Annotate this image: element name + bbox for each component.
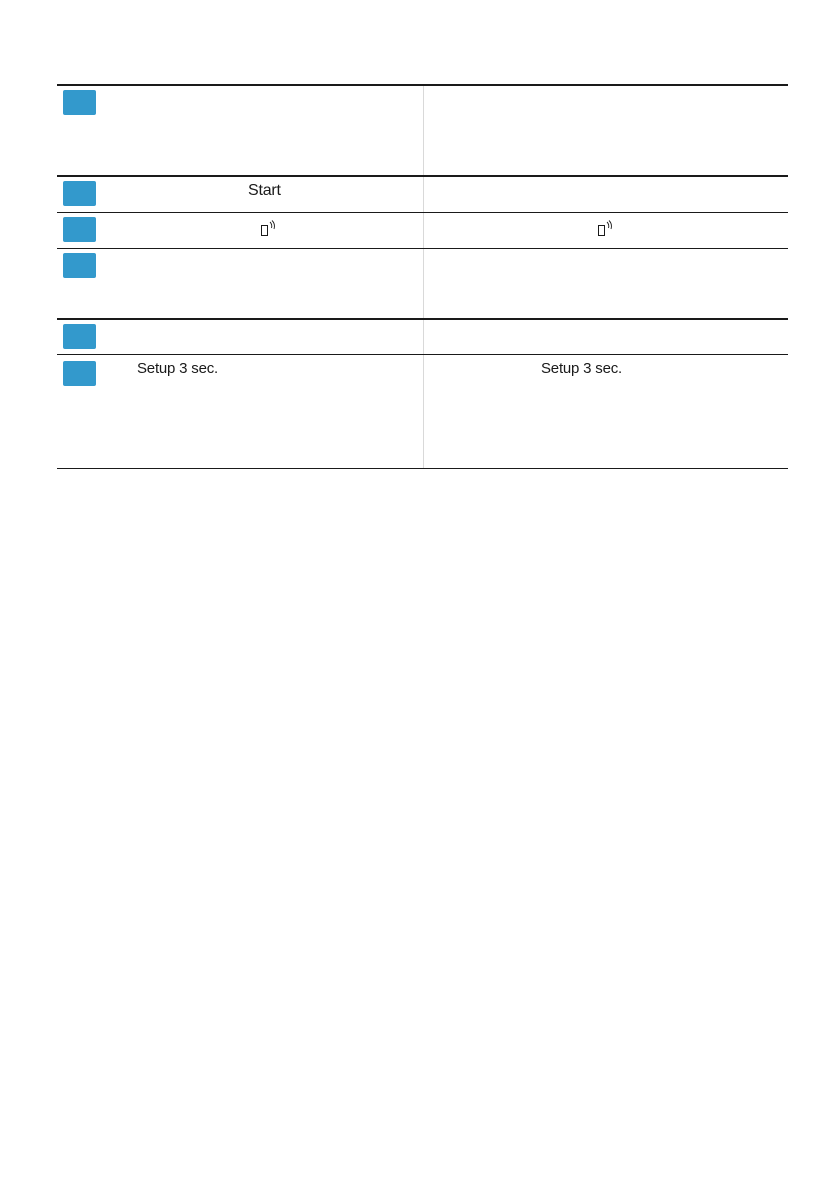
table-row (57, 177, 788, 213)
step-badge (63, 181, 96, 206)
step-badge (63, 90, 96, 115)
step-badge (63, 324, 96, 349)
column-divider (423, 177, 424, 212)
column-divider (423, 355, 424, 468)
column-divider (423, 213, 424, 248)
remote-start-icon (260, 220, 276, 238)
setup-hold-label: Setup 3 sec. (137, 360, 218, 377)
table-row (57, 213, 788, 249)
table-row (57, 355, 788, 469)
steps-table (57, 84, 788, 469)
step-badge (63, 217, 96, 242)
step-badge (63, 361, 96, 386)
step-badge (63, 253, 96, 278)
column-divider (423, 86, 424, 175)
setup-hold-label: Setup 3 sec. (541, 360, 622, 377)
start-label: Start (248, 182, 281, 199)
table-row (57, 320, 788, 355)
column-divider (423, 320, 424, 354)
column-divider (423, 249, 424, 318)
table-row (57, 249, 788, 320)
remote-start-icon (597, 220, 613, 238)
table-row (57, 86, 788, 177)
